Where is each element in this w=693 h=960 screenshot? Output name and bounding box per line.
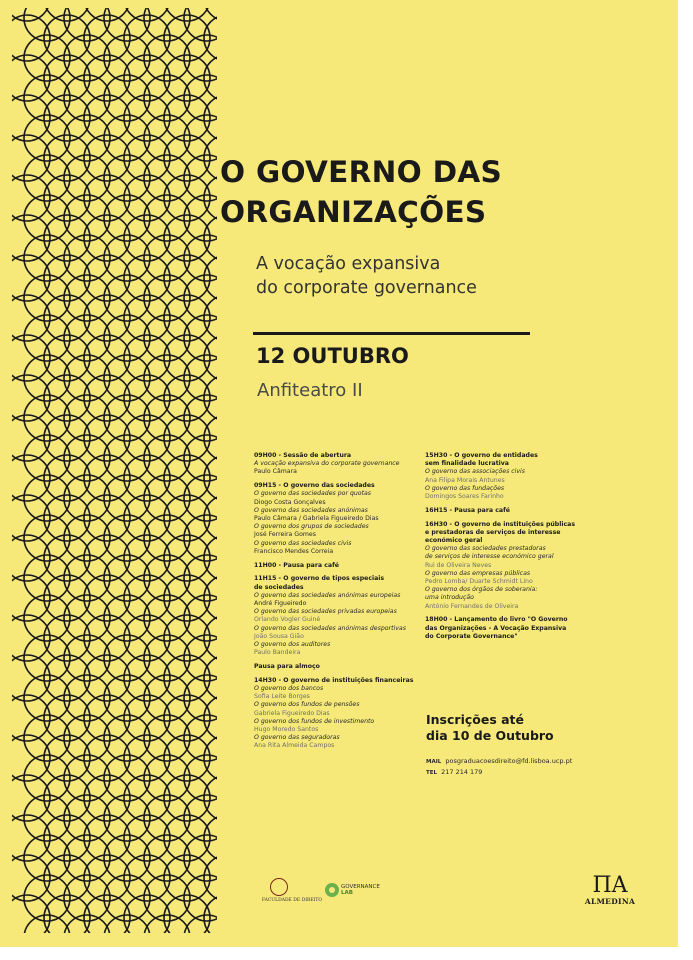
pattern-circle xyxy=(124,735,170,781)
pattern-circle xyxy=(64,515,110,561)
pattern-circle xyxy=(44,655,90,701)
pattern-circle xyxy=(84,335,130,381)
pattern-circle xyxy=(84,615,130,661)
pattern-circle xyxy=(124,855,170,901)
pattern-circle xyxy=(164,455,210,501)
pattern-circle xyxy=(84,255,130,301)
pattern-circle xyxy=(144,195,190,241)
pattern-circle xyxy=(44,495,90,541)
event-date: 12 OUTUBRO xyxy=(256,344,409,368)
pattern-circle xyxy=(84,495,130,541)
program-column-1 xyxy=(254,452,424,756)
pattern-circle xyxy=(64,8,110,41)
pattern-circle xyxy=(84,575,130,621)
pattern-circle xyxy=(184,675,217,721)
pattern-circle xyxy=(124,415,170,461)
pattern-circle xyxy=(124,175,170,221)
pattern-circle xyxy=(144,875,190,921)
pattern-circle xyxy=(44,455,90,501)
pattern-circle xyxy=(124,495,170,541)
pattern-circle xyxy=(124,295,170,341)
pattern-circle xyxy=(184,795,217,841)
pattern-circle xyxy=(164,815,210,861)
mail-label: MAIL xyxy=(426,759,442,765)
talk-title: O governo das empresas públicas xyxy=(425,569,531,577)
pattern-circle xyxy=(64,195,110,241)
pattern-circle xyxy=(104,715,150,761)
pattern-circle xyxy=(144,75,190,121)
pattern-circle xyxy=(124,255,170,301)
registration-heading xyxy=(426,712,554,744)
pattern-circle xyxy=(64,475,110,521)
pattern-circle xyxy=(104,835,150,881)
pattern-circle xyxy=(24,115,70,161)
pattern-circle xyxy=(144,395,190,441)
talk-title: O governo das associações civis xyxy=(425,468,525,476)
pattern-circle xyxy=(24,755,70,801)
pattern-circle xyxy=(24,395,70,441)
pattern-circle xyxy=(24,475,70,521)
pattern-circle xyxy=(184,875,217,921)
pattern-circle xyxy=(24,795,70,841)
pattern-circle xyxy=(24,195,70,241)
pattern-circle xyxy=(184,275,217,321)
program-block xyxy=(254,663,424,671)
pattern-circle xyxy=(164,335,210,381)
talk-title: O governo das sociedades civis xyxy=(254,539,352,547)
session-heading: Pausa para almoço xyxy=(254,663,320,671)
program-block xyxy=(254,677,424,751)
pattern-circle xyxy=(64,875,110,921)
session-heading: 09H00 - Sessão de abertura xyxy=(254,452,352,459)
talk-title: O governo dos órgãos de soberania: xyxy=(425,586,538,594)
pattern-circle xyxy=(144,755,190,801)
program-block xyxy=(254,575,424,657)
pattern-circle xyxy=(44,375,90,421)
pattern-circle xyxy=(44,535,90,581)
talk-title: O governo das sociedades anónimas desportivas xyxy=(254,624,406,632)
pattern-circle xyxy=(104,395,150,441)
pattern-circle xyxy=(44,135,90,181)
speaker-name: Ana Rita Almeida Campos xyxy=(254,742,335,750)
pattern-circle xyxy=(84,295,130,341)
pattern-circle xyxy=(44,855,90,901)
pattern-circle xyxy=(124,375,170,421)
speaker-name: Hugo Moredo Santos xyxy=(254,726,319,734)
pattern-circle xyxy=(84,175,130,221)
speaker-name: Francisco Mendes Correia xyxy=(254,547,334,555)
session-heading: 14H30 - O governo de instituições financeiras xyxy=(254,676,414,684)
session-heading: e prestadoras de serviços de interesse xyxy=(425,528,561,536)
pattern-circle xyxy=(124,455,170,501)
pattern-circle xyxy=(104,75,150,121)
pattern-circle xyxy=(144,475,190,521)
pattern-circle xyxy=(44,295,90,341)
pattern-circle xyxy=(124,815,170,861)
talk-title: de serviços de interesse económico geral xyxy=(425,553,554,561)
pattern-circle xyxy=(84,15,130,61)
pattern-circle xyxy=(24,515,70,561)
registration-line-1: Inscrições até xyxy=(426,712,525,727)
subtitle xyxy=(256,252,477,300)
pattern-circle xyxy=(184,315,217,361)
pattern-circle xyxy=(124,655,170,701)
event-venue: Anfiteatro II xyxy=(257,380,363,401)
session-heading: económico geral xyxy=(425,537,483,545)
pattern-circle xyxy=(24,675,70,721)
pattern-circle xyxy=(164,535,210,581)
circle-pattern xyxy=(12,8,217,933)
pattern-circle xyxy=(64,715,110,761)
speaker-name: Pedro Lomba/ Duarte Schmidt Lino xyxy=(425,578,533,586)
pattern-circle xyxy=(24,355,70,401)
pattern-circle xyxy=(84,655,130,701)
program-block xyxy=(425,616,615,641)
pattern-circle xyxy=(64,435,110,481)
talk-title: O governo das seguradoras xyxy=(254,734,340,742)
pattern-circle xyxy=(104,155,150,201)
page-title xyxy=(220,152,670,232)
pattern-circle xyxy=(184,595,217,641)
speaker-name: José Ferreira Gomes xyxy=(254,531,316,539)
session-heading: 16H15 - Pausa para café xyxy=(425,506,510,514)
pattern-circle xyxy=(44,215,90,261)
pattern-circle xyxy=(24,595,70,641)
pattern-circle xyxy=(84,775,130,821)
talk-title: O governo dos bancos xyxy=(254,685,324,693)
talk-title: O governo dos auditores xyxy=(254,641,331,649)
speaker-name: André Figueiredo xyxy=(254,600,307,608)
registration-line-2: dia 10 de Outubro xyxy=(426,728,554,743)
pattern-circle xyxy=(44,575,90,621)
pattern-circle xyxy=(104,675,150,721)
pattern-circle xyxy=(84,95,130,141)
program-block xyxy=(425,452,615,501)
contact-info xyxy=(426,757,572,778)
pattern-circle xyxy=(44,735,90,781)
subtitle-line-1: A vocação expansiva xyxy=(256,254,441,274)
pattern-circle xyxy=(184,555,217,601)
pattern-circle xyxy=(144,275,190,321)
talk-title: O governo das sociedades prestadoras xyxy=(425,545,546,553)
pattern-circle xyxy=(44,615,90,661)
pattern-circle xyxy=(144,675,190,721)
pattern-circle xyxy=(24,875,70,921)
almedina-text: ALMEDINA xyxy=(584,897,636,906)
speaker-name: Rui de Oliveira Neves xyxy=(425,561,492,569)
pattern-circle xyxy=(184,235,217,281)
pattern-circle xyxy=(84,455,130,501)
pattern-circle xyxy=(24,35,70,81)
pattern-circle xyxy=(64,115,110,161)
pattern-circle xyxy=(84,855,130,901)
speaker-name: Domingos Soares Farinho xyxy=(425,493,504,501)
pattern-circle xyxy=(44,695,90,741)
pattern-circle xyxy=(124,15,170,61)
session-heading: 18H00 - Lançamento do livro "O Governo xyxy=(425,616,568,624)
pattern-circle xyxy=(144,715,190,761)
pattern-circle xyxy=(64,755,110,801)
pattern-circle xyxy=(104,435,150,481)
pattern-circle xyxy=(64,35,110,81)
pattern-circle xyxy=(44,255,90,301)
talk-title: A vocação expansiva do corporate governance xyxy=(254,460,400,468)
pattern-circle xyxy=(44,55,90,101)
pattern-circle xyxy=(144,35,190,81)
pattern-circle xyxy=(144,355,190,401)
pattern-circle xyxy=(104,475,150,521)
pattern-circle xyxy=(84,535,130,581)
pattern-circle xyxy=(104,755,150,801)
pattern-circle xyxy=(44,775,90,821)
pattern-circle xyxy=(64,155,110,201)
pattern-circle xyxy=(204,895,217,933)
pattern-circle xyxy=(184,355,217,401)
pattern-circle xyxy=(144,595,190,641)
almedina-logo xyxy=(583,875,637,906)
pattern-circle xyxy=(24,555,70,601)
pattern-circle xyxy=(104,8,150,41)
pattern-circle xyxy=(84,55,130,101)
pattern-circle xyxy=(144,555,190,601)
pattern-circle xyxy=(44,815,90,861)
pattern-circle xyxy=(84,215,130,261)
session-heading: das Organizações - A Vocação Expansiva xyxy=(425,624,567,632)
speaker-name: Paulo Bandeira xyxy=(254,649,301,657)
ucp-logo-text: FACULDADE DE DIREITO xyxy=(261,898,323,903)
session-heading: 15H30 - O governo de entidades xyxy=(425,452,538,459)
pattern-circle xyxy=(24,155,70,201)
pattern-circle xyxy=(124,335,170,381)
pattern-circle xyxy=(64,835,110,881)
pattern-circle xyxy=(184,755,217,801)
talk-title: O governo das sociedades por quotas xyxy=(254,490,372,498)
pattern-circle xyxy=(144,8,190,41)
pattern-circle xyxy=(144,835,190,881)
talk-title: uma introdução xyxy=(425,594,474,602)
talk-title: O governo das sociedades anónimas europeias xyxy=(254,591,401,599)
pattern-circle xyxy=(64,315,110,361)
almedina-icon: ΠA xyxy=(592,873,628,898)
contact-mail xyxy=(426,757,572,768)
subtitle-line-2: do corporate governance xyxy=(256,278,477,298)
pattern-circle xyxy=(64,395,110,441)
pattern-circle xyxy=(24,235,70,281)
pattern-circle xyxy=(184,635,217,681)
pattern-circle xyxy=(64,595,110,641)
pattern-circle xyxy=(124,775,170,821)
pattern-circle xyxy=(164,655,210,701)
pattern-circle xyxy=(184,475,217,521)
pattern-circle xyxy=(44,335,90,381)
pattern-circle xyxy=(104,635,150,681)
pattern-circle xyxy=(164,175,210,221)
pattern-circle xyxy=(104,595,150,641)
session-heading: 11H00 - Pausa para café xyxy=(254,561,339,569)
pattern-circle xyxy=(164,495,210,541)
title-line-2: ORGANIZAÇÕES xyxy=(220,195,487,229)
pattern-circle xyxy=(144,515,190,561)
speaker-name: António Fernandes de Oliveira xyxy=(425,602,519,610)
pattern-circle xyxy=(164,855,210,901)
pattern-circle xyxy=(64,635,110,681)
pattern-circle xyxy=(164,735,210,781)
pattern-circle xyxy=(84,375,130,421)
tel-label: TEL xyxy=(426,769,438,776)
pattern-circle xyxy=(184,835,217,881)
pattern-circle xyxy=(104,315,150,361)
pattern-circle xyxy=(64,355,110,401)
pattern-circle xyxy=(164,255,210,301)
program-column-2 xyxy=(425,452,615,647)
talk-title: O governo das sociedades privadas europeias xyxy=(254,608,397,616)
pattern-circle xyxy=(24,835,70,881)
pattern-circle xyxy=(24,275,70,321)
pattern-circle xyxy=(104,115,150,161)
pattern-circle xyxy=(84,815,130,861)
pattern-circle xyxy=(64,555,110,601)
program-block xyxy=(254,452,424,477)
pattern-circle xyxy=(144,795,190,841)
talk-title: O governo dos grupos de sociedades xyxy=(254,523,369,531)
divider xyxy=(253,332,530,335)
session-heading: de sociedades xyxy=(254,583,304,591)
speaker-name: Paulo Câmara / Gabriela Figueiredo Dias xyxy=(254,515,379,523)
talk-title: O governo dos fundos de pensões xyxy=(254,701,360,709)
pattern-circle xyxy=(44,175,90,221)
pattern-circle xyxy=(184,115,217,161)
pattern-circle xyxy=(164,615,210,661)
pattern-circle xyxy=(184,155,217,201)
pattern-circle xyxy=(124,135,170,181)
pattern-circle xyxy=(124,575,170,621)
pattern-circle xyxy=(164,15,210,61)
pattern-circle xyxy=(164,695,210,741)
pattern-circle xyxy=(164,135,210,181)
pattern-circle xyxy=(64,275,110,321)
session-heading: 16H30 - O governo de instituições públicas xyxy=(425,520,575,528)
speaker-name: Ana Filipa Morais Antunes xyxy=(425,476,505,484)
program-block xyxy=(425,507,615,515)
pattern-circle xyxy=(144,235,190,281)
pattern-circle xyxy=(164,575,210,621)
program-block xyxy=(425,521,615,611)
speaker-name: Gabriela Figueiredo Dias xyxy=(254,709,330,717)
pattern-circle xyxy=(104,195,150,241)
pattern-circle xyxy=(44,415,90,461)
pattern-circle xyxy=(124,215,170,261)
glab-line-2: LAB xyxy=(341,890,353,896)
pattern-circle xyxy=(104,355,150,401)
pattern-circle xyxy=(24,635,70,681)
pattern-circle xyxy=(164,215,210,261)
pattern-circle xyxy=(164,375,210,421)
speaker-name: Diogo Costa Gonçalves xyxy=(254,498,326,506)
pattern-circle xyxy=(184,35,217,81)
mail-address[interactable]: posgraduacoesdireito@fd.lisboa.ucp.pt xyxy=(445,757,573,765)
session-heading: sem finalidade lucrativa xyxy=(425,460,509,468)
pattern-circle xyxy=(124,535,170,581)
session-heading: 11H15 - O governo de tipos especiais xyxy=(254,575,385,583)
pattern-circle xyxy=(184,715,217,761)
pattern-circle xyxy=(44,95,90,141)
talk-title: O governo dos fundos de investimento xyxy=(254,717,375,725)
speaker-name: Paulo Câmara xyxy=(254,468,297,476)
speaker-name: Orlando Vogler Guiné xyxy=(254,616,321,624)
speaker-name: João Sousa Gião xyxy=(254,632,304,640)
pattern-circle xyxy=(84,415,130,461)
pattern-circle xyxy=(84,695,130,741)
glab-line-1: GOVERNANCE xyxy=(341,884,380,890)
talk-title: O governo das sociedades anónimas xyxy=(254,506,368,514)
tel-number: 217 214 179 xyxy=(441,767,483,776)
pattern-circle xyxy=(184,435,217,481)
seal-icon xyxy=(270,878,288,896)
session-heading: 09H15 - O governo das sociedades xyxy=(254,482,375,490)
pattern-circle xyxy=(184,75,217,121)
pattern-circle xyxy=(12,8,50,21)
pattern-circle xyxy=(84,735,130,781)
pattern-circle xyxy=(64,235,110,281)
pattern-circle xyxy=(104,555,150,601)
pattern-circle xyxy=(124,695,170,741)
pattern-circle xyxy=(24,8,70,41)
pattern-circle xyxy=(24,75,70,121)
pattern-circle xyxy=(184,515,217,561)
pattern-circle xyxy=(164,55,210,101)
pattern-circle xyxy=(104,35,150,81)
pattern-circle xyxy=(164,775,210,821)
pattern-circle xyxy=(24,715,70,761)
program-block xyxy=(254,562,424,570)
speaker-name: Sofia Leite Borges xyxy=(254,693,310,701)
pattern-circle xyxy=(124,55,170,101)
pattern-circle xyxy=(124,615,170,661)
pattern-circle xyxy=(64,675,110,721)
pattern-circle xyxy=(64,75,110,121)
governance-lab-text xyxy=(341,884,380,896)
pattern-circle xyxy=(164,295,210,341)
pattern-circle xyxy=(104,515,150,561)
pattern-circle xyxy=(104,875,150,921)
pattern-circle xyxy=(64,795,110,841)
pattern-circle xyxy=(164,95,210,141)
pattern-circle xyxy=(184,195,217,241)
pattern-circle xyxy=(104,275,150,321)
pattern-circle xyxy=(184,395,217,441)
pattern-circle xyxy=(104,235,150,281)
pattern-circle xyxy=(164,415,210,461)
pattern-circle xyxy=(144,315,190,361)
pattern-circle xyxy=(104,795,150,841)
contact-tel xyxy=(426,768,572,779)
pattern-circle xyxy=(144,155,190,201)
pattern-circle xyxy=(144,115,190,161)
pattern-circle xyxy=(144,635,190,681)
pattern-circle xyxy=(124,95,170,141)
pattern-circle xyxy=(44,15,90,61)
pattern-circle xyxy=(24,435,70,481)
program-block xyxy=(254,482,424,556)
title-line-1: O GOVERNO DAS xyxy=(220,155,503,189)
talk-title: O governo das fundações xyxy=(425,484,505,492)
session-heading: do Corporate Governance" xyxy=(425,632,518,640)
pattern-circle xyxy=(24,315,70,361)
pattern-circle xyxy=(84,135,130,181)
pattern-circle xyxy=(144,435,190,481)
governance-lab-icon xyxy=(325,883,339,897)
